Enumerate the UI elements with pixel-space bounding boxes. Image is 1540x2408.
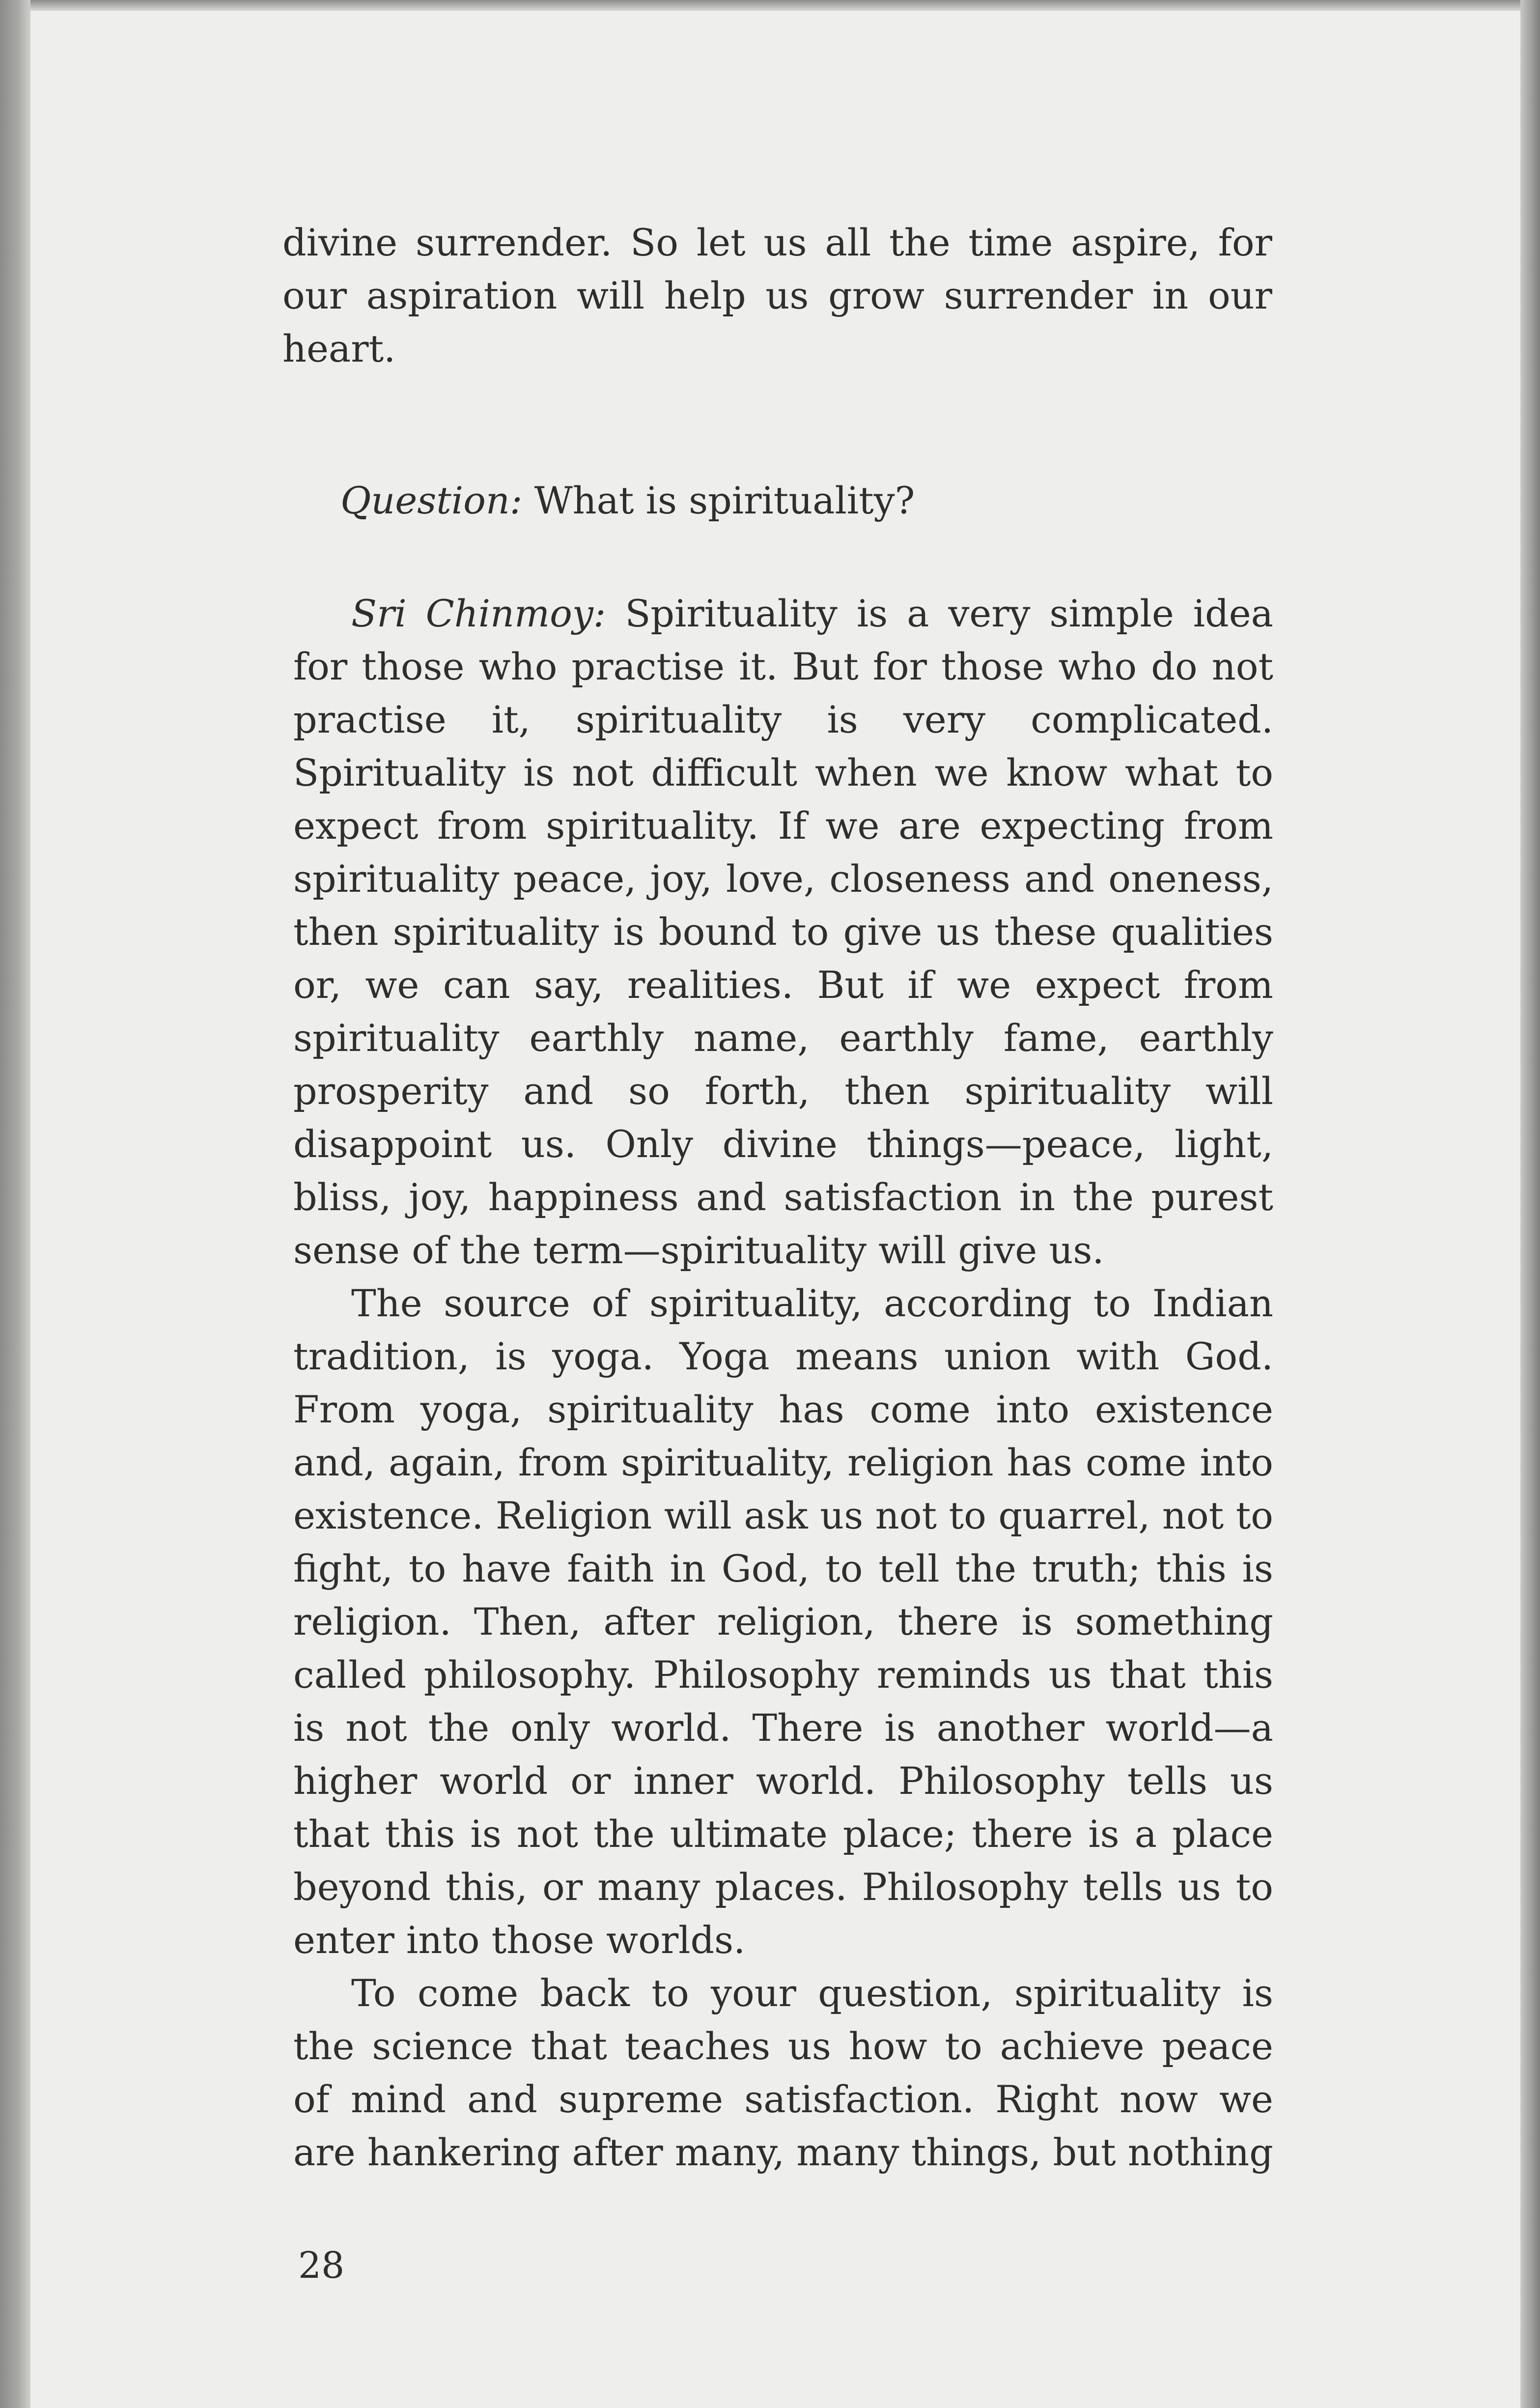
answer-paragraph-1-text: Spirituality is a very simple idea for those who practise it. But for those who do not practise it, spirituality is very complicated. Spirituality is not difficult when we know what to expect from spirituality. If we are expecting from spirituality peace, joy, love, closeness and oneness, then spirituality is bound to give us these qualities or, we can say, realities. But if we expect from spirituality earthly name, earthly fame, earthly prosperity and so forth, then spirituality will disappoint us. Only divine things—peace, light, bliss, joy, happiness and satisfaction in the purest sense of the term—spirituality will give us.: [293, 592, 1273, 1272]
page-number: 28: [298, 2244, 345, 2287]
answer-paragraph-1: [293, 587, 1273, 1277]
scan-left-edge: [0, 0, 30, 2408]
continuation-text-block: [282, 216, 1272, 375]
question-label: Question:: [340, 479, 523, 522]
scan-top-edge: [0, 0, 1540, 11]
answer-paragraph-2: The source of spirituality, according to Indian tradition, is yoga. Yoga means union with God. From yoga, spirituality has come into existence and, again, from spirituality, religion has come into existence. Religion will ask us not to quarrel, not to fight, to have faith in God, to tell the truth; this is religion. Then, after religion, there is something called philosophy. Philosophy reminds us that this is not the only world. There is another world—a higher world or inner world. Philosophy tells us that this is not the ultimate place; there is a place beyond this, or many places. Philosophy tells us to enter into those worlds.: [293, 1281, 1273, 1962]
question-text: What is spirituality?: [534, 479, 915, 522]
question-block: [282, 474, 1272, 527]
answer-label: Sri Chinmoy:: [351, 592, 606, 635]
scan-right-edge: [1520, 0, 1540, 2408]
question-paragraph: [282, 474, 1272, 527]
answer-paragraph-3: To come back to your question, spirituality is the science that teaches us how to achieve peace of mind and supreme satisfaction. Right now we are hankering after many, many things, but nothing: [293, 1971, 1273, 2174]
continuation-paragraph: divine surrender. So let us all the time aspire, for our aspiration will help us grow surrender in our heart.: [282, 221, 1272, 370]
answer-block: [293, 587, 1273, 2179]
